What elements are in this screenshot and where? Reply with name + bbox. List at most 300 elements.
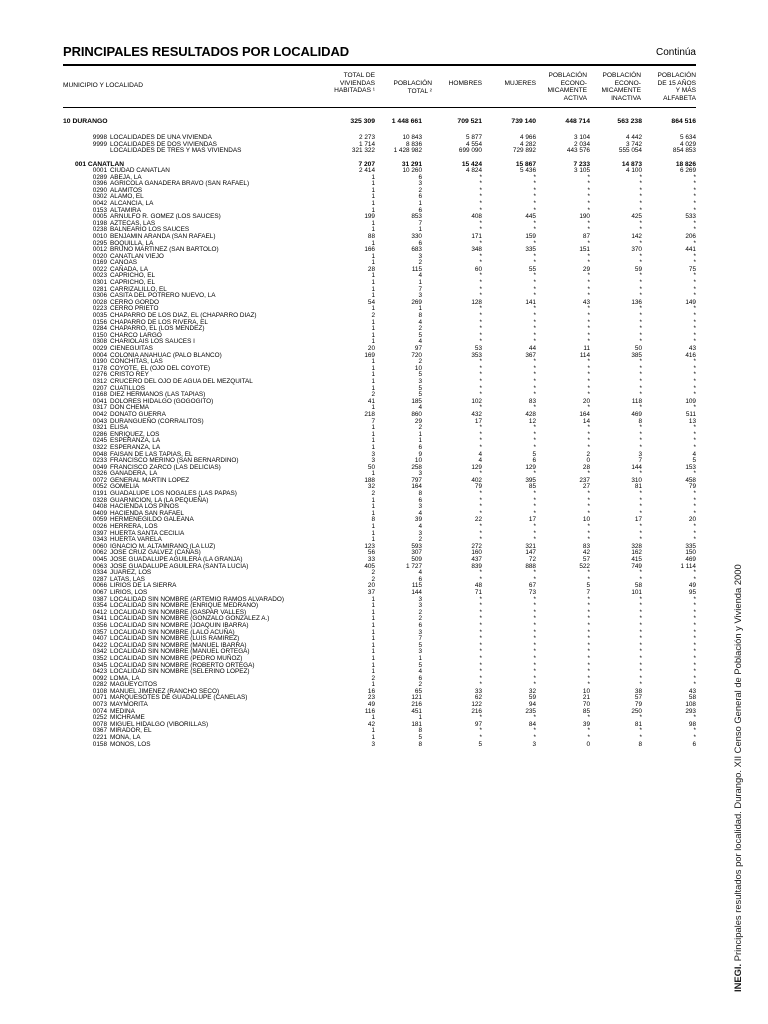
- cell-value: 5: [532, 450, 536, 458]
- cell-value: 888: [525, 562, 536, 570]
- locality-code: 0042: [92, 199, 107, 207]
- cell-value: *: [587, 371, 590, 379]
- cell-value: 4: [418, 523, 422, 531]
- cell-value: 555 054: [618, 147, 642, 155]
- cell-value: *: [639, 443, 642, 451]
- cell-value: 44: [528, 345, 536, 352]
- locality-code: 0317: [92, 404, 107, 412]
- locality-code: 9998: [92, 134, 107, 141]
- locality-code: 0078: [92, 720, 107, 728]
- cell-value: 6: [418, 173, 422, 181]
- locality-code: 0072: [92, 476, 107, 484]
- cell-value: *: [479, 226, 482, 234]
- cell-value: 1: [371, 226, 375, 234]
- cell-value: 33: [474, 687, 482, 695]
- cell-value: *: [479, 186, 482, 194]
- cell-value: *: [587, 430, 590, 438]
- cell-value: 206: [685, 232, 696, 240]
- cell-value: 83: [528, 397, 536, 405]
- table-row: [63, 709, 696, 716]
- cell-value: 23: [367, 694, 375, 702]
- locality-code: 0321: [92, 424, 107, 432]
- cell-value: 57: [582, 556, 590, 563]
- locality-code: 0060: [92, 542, 107, 550]
- cell-value: *: [587, 325, 590, 333]
- cell-value: 97: [474, 720, 482, 728]
- locality-code: 0422: [92, 641, 107, 649]
- locality-name: JOSE CRUZ GALVEZ (CAÑAS): [110, 549, 201, 557]
- cell-value: 3 104: [574, 134, 590, 141]
- cell-value: *: [693, 621, 696, 629]
- locality-code: 0045: [92, 556, 107, 563]
- cell-value: *: [587, 602, 590, 610]
- cell-value: *: [533, 404, 536, 412]
- cell-value: 6: [418, 575, 422, 583]
- cell-value: *: [479, 496, 482, 504]
- cell-value: 142: [631, 232, 642, 240]
- cell-value: 15 867: [515, 160, 536, 168]
- cell-value: *: [639, 648, 642, 656]
- cell-value: *: [479, 575, 482, 583]
- cell-value: 6: [532, 457, 536, 465]
- table-row: [63, 339, 696, 346]
- cell-value: *: [533, 529, 536, 537]
- locality-name: MARQUESOTES DE GUADALUPE (CANELAS): [110, 694, 248, 702]
- cell-value: 432: [471, 410, 482, 418]
- cell-value: 118: [631, 397, 642, 405]
- locality-name: ESPERANZA, LA: [110, 437, 161, 445]
- table-row: [63, 583, 696, 590]
- cell-value: *: [479, 193, 482, 201]
- cell-value: 6: [418, 193, 422, 201]
- locality-code: 0342: [92, 648, 107, 656]
- cell-value: *: [693, 648, 696, 656]
- cell-value: 395: [525, 476, 536, 484]
- locality-code: 0312: [92, 377, 107, 385]
- table-row: [63, 379, 696, 386]
- cell-value: *: [533, 371, 536, 379]
- cell-value: *: [587, 648, 590, 656]
- cell-value: 1: [371, 404, 375, 412]
- cell-value: *: [693, 226, 696, 234]
- cell-value: *: [639, 358, 642, 366]
- cell-value: 7 207: [358, 160, 375, 168]
- cell-value: *: [639, 503, 642, 511]
- cell-value: 1: [371, 259, 375, 267]
- cell-value: 11: [583, 345, 590, 352]
- locality-code: 0308: [92, 338, 107, 346]
- table-row: [63, 214, 696, 221]
- locality-code: 0343: [92, 536, 107, 544]
- locality-name: LOCALIDADES DE UNA VIVIENDA: [110, 134, 212, 141]
- locality-code: 0409: [92, 509, 107, 517]
- cell-value: 1: [371, 252, 375, 260]
- cell-value: 150: [685, 549, 696, 557]
- cell-value: *: [693, 437, 696, 445]
- cell-value: 1: [371, 595, 375, 603]
- cell-value: *: [587, 641, 590, 649]
- cell-value: 20: [582, 397, 590, 405]
- cell-value: *: [479, 312, 482, 320]
- cell-value: *: [693, 193, 696, 201]
- cell-value: *: [639, 430, 642, 438]
- cell-value: *: [533, 615, 536, 623]
- cell-value: 79: [634, 701, 642, 709]
- cell-value: 3: [418, 377, 422, 385]
- locality-code: 0198: [92, 219, 107, 227]
- cell-value: *: [587, 490, 590, 498]
- cell-value: 408: [471, 213, 482, 221]
- cell-value: 3: [418, 503, 422, 511]
- locality-name: LOCALIDADES DE TRES Y MAS VIVIENDAS: [110, 147, 242, 155]
- state-row: [63, 118, 696, 130]
- cell-value: *: [693, 358, 696, 366]
- table-row: [63, 570, 696, 577]
- cell-value: *: [693, 206, 696, 214]
- cell-value: 162: [631, 549, 642, 557]
- cell-value: *: [639, 470, 642, 478]
- cell-value: 1: [371, 193, 375, 201]
- cell-value: 321 322: [351, 147, 375, 155]
- cell-value: 330: [411, 232, 422, 240]
- cell-value: *: [639, 536, 642, 544]
- locality-code: 0334: [92, 569, 107, 577]
- table-row: [63, 194, 696, 201]
- cell-value: *: [533, 621, 536, 629]
- locality-name: FAISAN DE LAS TAPIAS, EL: [110, 450, 193, 458]
- column-header-viviendas: TOTAL DE VIVIENDAS HABITADAS ¹: [334, 72, 375, 95]
- cell-value: *: [479, 490, 482, 498]
- locality-name: LATAS, LAS: [110, 575, 145, 583]
- cell-value: 1 727: [406, 562, 422, 570]
- cell-value: *: [479, 635, 482, 643]
- cell-value: *: [587, 437, 590, 445]
- locality-code: 0407: [92, 635, 107, 643]
- cell-value: 109: [685, 397, 696, 405]
- cell-value: 235: [525, 707, 536, 715]
- locality-name: CANATLAN VIEJO: [110, 252, 164, 260]
- cell-value: 59: [634, 265, 642, 273]
- cell-value: *: [533, 654, 536, 662]
- cell-value: 60: [474, 265, 482, 273]
- locality-name: IGNACIO M. ALTAMIRANO (LA LUZ): [110, 542, 216, 550]
- cell-value: *: [479, 674, 482, 682]
- locality-name: DON CHEMA: [110, 404, 150, 412]
- table-row: [63, 399, 696, 406]
- cell-value: *: [533, 259, 536, 267]
- locality-name: LOCALIDAD SIN NOMBRE (GASPAR VALLES): [110, 608, 247, 616]
- cell-value: 141: [525, 298, 536, 306]
- cell-value: 39: [414, 516, 422, 524]
- locality-code: 0207: [92, 384, 107, 392]
- cell-value: 181: [411, 720, 422, 728]
- cell-value: 335: [685, 542, 696, 550]
- cell-value: *: [587, 470, 590, 478]
- locality-code: 0286: [92, 430, 107, 438]
- cell-value: *: [533, 681, 536, 689]
- cell-value: 7: [418, 635, 422, 643]
- cell-value: 1: [371, 318, 375, 326]
- locality-code: 0168: [92, 391, 107, 399]
- locality-code: 0071: [92, 694, 107, 702]
- cell-value: 27: [582, 483, 590, 491]
- locality-name: CIENEGUITAS: [110, 345, 153, 352]
- cell-value: 10: [414, 364, 422, 372]
- cell-value: *: [693, 727, 696, 735]
- cell-value: 8: [638, 740, 642, 748]
- cell-value: 54: [367, 298, 375, 306]
- locality-code: 0059: [92, 516, 107, 524]
- cell-value: *: [587, 292, 590, 300]
- cell-value: 85: [528, 483, 536, 491]
- locality-name: CAPRICHO, EL: [110, 279, 156, 287]
- cell-value: *: [533, 173, 536, 181]
- cell-value: 1: [371, 279, 375, 287]
- cell-value: *: [639, 206, 642, 214]
- cell-value: 3: [418, 529, 422, 537]
- cell-value: 8 836: [406, 140, 422, 148]
- cell-value: *: [587, 569, 590, 577]
- cell-value: 65: [414, 687, 422, 695]
- locality-code: 0004: [92, 351, 107, 359]
- cell-value: *: [479, 668, 482, 676]
- locality-code: 0156: [92, 318, 107, 326]
- cell-value: 699 090: [458, 147, 482, 155]
- cell-value: *: [693, 305, 696, 313]
- cell-value: *: [693, 285, 696, 293]
- cell-value: *: [533, 509, 536, 517]
- cell-value: 13: [688, 417, 696, 425]
- locality-code: 0191: [92, 490, 107, 498]
- cell-value: *: [479, 536, 482, 544]
- cell-value: 8: [418, 727, 422, 735]
- locality-name: FRANCISCO MERINO (SAN BERNARDINO): [110, 457, 239, 465]
- locality-code: 0005: [92, 213, 107, 221]
- table-row: [63, 181, 696, 188]
- locality-code: 0221: [92, 734, 107, 742]
- cell-value: 1: [371, 180, 375, 188]
- cell-value: 328: [631, 542, 642, 550]
- locality-name: COYOTE, EL (OJO DEL COYOTE): [110, 364, 211, 372]
- cell-value: *: [587, 226, 590, 234]
- cell-value: *: [479, 595, 482, 603]
- locality-code: 0252: [92, 714, 107, 722]
- cell-value: *: [587, 252, 590, 260]
- cell-value: *: [533, 641, 536, 649]
- cell-value: 437: [471, 556, 482, 563]
- locality-name: LOCALIDAD SIN NOMBRE (ARTEMIO RAMOS ALVARADO): [110, 595, 284, 603]
- cell-value: *: [533, 523, 536, 531]
- cell-value: *: [587, 668, 590, 676]
- cell-value: 533: [685, 213, 696, 221]
- cell-value: 122: [471, 701, 482, 709]
- cell-value: 7: [371, 417, 375, 425]
- cell-value: *: [639, 595, 642, 603]
- cell-value: *: [587, 331, 590, 339]
- cell-value: 3: [418, 470, 422, 478]
- cell-value: 2: [418, 424, 422, 432]
- cell-value: 14 873: [621, 160, 642, 168]
- cell-value: 73: [528, 588, 536, 596]
- locality-name: AGRICOLA GANADERA BRAVO (SAN RAFAEL): [110, 180, 250, 188]
- cell-value: 10 260: [402, 166, 422, 174]
- cell-value: *: [479, 602, 482, 610]
- cell-value: *: [639, 371, 642, 379]
- cell-value: 41: [367, 397, 375, 405]
- cell-value: *: [533, 226, 536, 234]
- cell-value: 33: [367, 556, 375, 563]
- cell-value: 1: [371, 285, 375, 293]
- cell-value: 216: [471, 707, 482, 715]
- cell-value: *: [479, 681, 482, 689]
- cell-value: *: [479, 252, 482, 260]
- cell-value: 1: [418, 305, 422, 313]
- cell-value: 29: [414, 417, 422, 425]
- locality-code: 0074: [92, 707, 107, 715]
- cell-value: *: [639, 490, 642, 498]
- cell-value: *: [479, 318, 482, 326]
- cell-value: 293: [685, 707, 696, 715]
- locality-name: 001 CANATLAN: [75, 160, 124, 168]
- cell-value: *: [479, 523, 482, 531]
- cell-value: *: [587, 575, 590, 583]
- cell-value: *: [639, 668, 642, 676]
- cell-value: *: [639, 331, 642, 339]
- column-header-alfabeta: POBLACIÓN DE 15 AÑOS Y MÁS ALFABETA: [657, 72, 696, 102]
- cell-value: *: [533, 628, 536, 636]
- cell-value: 1: [371, 173, 375, 181]
- cell-value: 42: [582, 549, 590, 557]
- cell-value: *: [533, 331, 536, 339]
- cell-value: 860: [411, 410, 422, 418]
- locality-code: 0158: [92, 740, 107, 748]
- locality-name: GENERAL MARTIN LOPEZ: [110, 476, 190, 484]
- cell-value: 458: [685, 476, 696, 484]
- cell-value: *: [693, 259, 696, 267]
- cell-value: 10 843: [402, 134, 422, 141]
- cell-value: 22: [474, 516, 482, 524]
- locality-name: LOCALIDAD SIN NOMBRE (SELERINO LOPEZ): [110, 668, 250, 676]
- cell-value: 7: [418, 219, 422, 227]
- cell-value: *: [639, 674, 642, 682]
- locality-code: 0010: [92, 232, 107, 240]
- cell-value: 4: [418, 338, 422, 346]
- locality-code: 0302: [92, 193, 107, 201]
- cell-value: 6: [418, 621, 422, 629]
- cell-value: 114: [579, 351, 590, 359]
- cell-value: *: [479, 628, 482, 636]
- cell-value: *: [639, 424, 642, 432]
- cell-value: *: [639, 272, 642, 280]
- cell-value: 6 269: [680, 166, 696, 174]
- cell-value: *: [587, 595, 590, 603]
- cell-value: *: [639, 635, 642, 643]
- cell-value: *: [693, 470, 696, 478]
- cell-value: 2 034: [574, 140, 590, 148]
- cell-value: *: [693, 509, 696, 517]
- cell-value: 39: [582, 720, 590, 728]
- table-row: [63, 419, 696, 426]
- cell-value: *: [587, 608, 590, 616]
- cell-value: 16: [367, 687, 375, 695]
- cell-value: 5: [586, 582, 590, 590]
- locality-code: 0066: [92, 582, 107, 590]
- cell-value: *: [639, 384, 642, 392]
- cell-value: 4: [478, 450, 482, 458]
- cell-value: *: [479, 569, 482, 577]
- table-row: [63, 695, 696, 702]
- cell-value: 188: [364, 476, 375, 484]
- cell-value: 4 282: [520, 140, 536, 148]
- cell-value: 1: [371, 523, 375, 531]
- cell-value: *: [639, 641, 642, 649]
- cell-value: *: [639, 404, 642, 412]
- cell-value: 6: [418, 443, 422, 451]
- cell-value: 1: [418, 714, 422, 722]
- cell-value: *: [533, 503, 536, 511]
- locality-name: LIRIOS DE LA SIERRA: [110, 582, 177, 590]
- cell-value: 5: [478, 740, 482, 748]
- cell-value: 416: [685, 351, 696, 359]
- cell-value: *: [587, 377, 590, 385]
- cell-value: 5 877: [466, 134, 482, 141]
- locality-code: 0063: [92, 562, 107, 570]
- cell-value: *: [587, 186, 590, 194]
- cell-value: *: [479, 424, 482, 432]
- cell-value: *: [639, 661, 642, 669]
- cell-value: *: [533, 206, 536, 214]
- cell-value: 1: [371, 668, 375, 676]
- locality-name: JOSE GUADALUPE AGUILERA (LA GRANJA): [110, 556, 243, 563]
- side-caption: [730, 564, 746, 992]
- cell-value: 720: [411, 351, 422, 359]
- cell-value: *: [533, 727, 536, 735]
- cell-value: 1: [371, 648, 375, 656]
- cell-value: 5: [418, 371, 422, 379]
- cell-value: *: [639, 509, 642, 517]
- cell-value: 185: [411, 397, 422, 405]
- locality-name: LOCALIDAD SIN NOMBRE (PEDRO MUÑOZ): [110, 654, 243, 662]
- locality-code: 0301: [92, 279, 107, 287]
- locality-name: GANADERA, LA: [110, 470, 158, 478]
- cell-value: 98: [688, 720, 696, 728]
- locality-name: MICHRAME: [110, 714, 145, 722]
- cell-value: 2: [371, 312, 375, 320]
- cell-value: 5: [418, 661, 422, 669]
- cell-value: *: [533, 384, 536, 392]
- cell-value: 199: [364, 213, 375, 221]
- cell-value: 3 105: [574, 166, 590, 174]
- cell-value: 1: [418, 430, 422, 438]
- cell-value: 3 742: [626, 140, 642, 148]
- cell-value: 4: [418, 668, 422, 676]
- cell-value: 237: [579, 476, 590, 484]
- cell-value: 20: [688, 516, 696, 524]
- cell-value: *: [587, 661, 590, 669]
- cell-value: 2: [418, 325, 422, 333]
- cell-value: *: [479, 173, 482, 181]
- cell-value: 3: [418, 595, 422, 603]
- cell-value: *: [479, 615, 482, 623]
- cell-value: 1: [371, 430, 375, 438]
- cell-value: *: [693, 681, 696, 689]
- locality-name: COLONIA ANAHUAC (PALO BLANCO): [110, 351, 222, 359]
- cell-value: *: [693, 384, 696, 392]
- cell-value: 58: [634, 582, 642, 590]
- cell-value: 749: [631, 562, 642, 570]
- cell-value: *: [639, 523, 642, 531]
- cell-value: 5: [418, 734, 422, 742]
